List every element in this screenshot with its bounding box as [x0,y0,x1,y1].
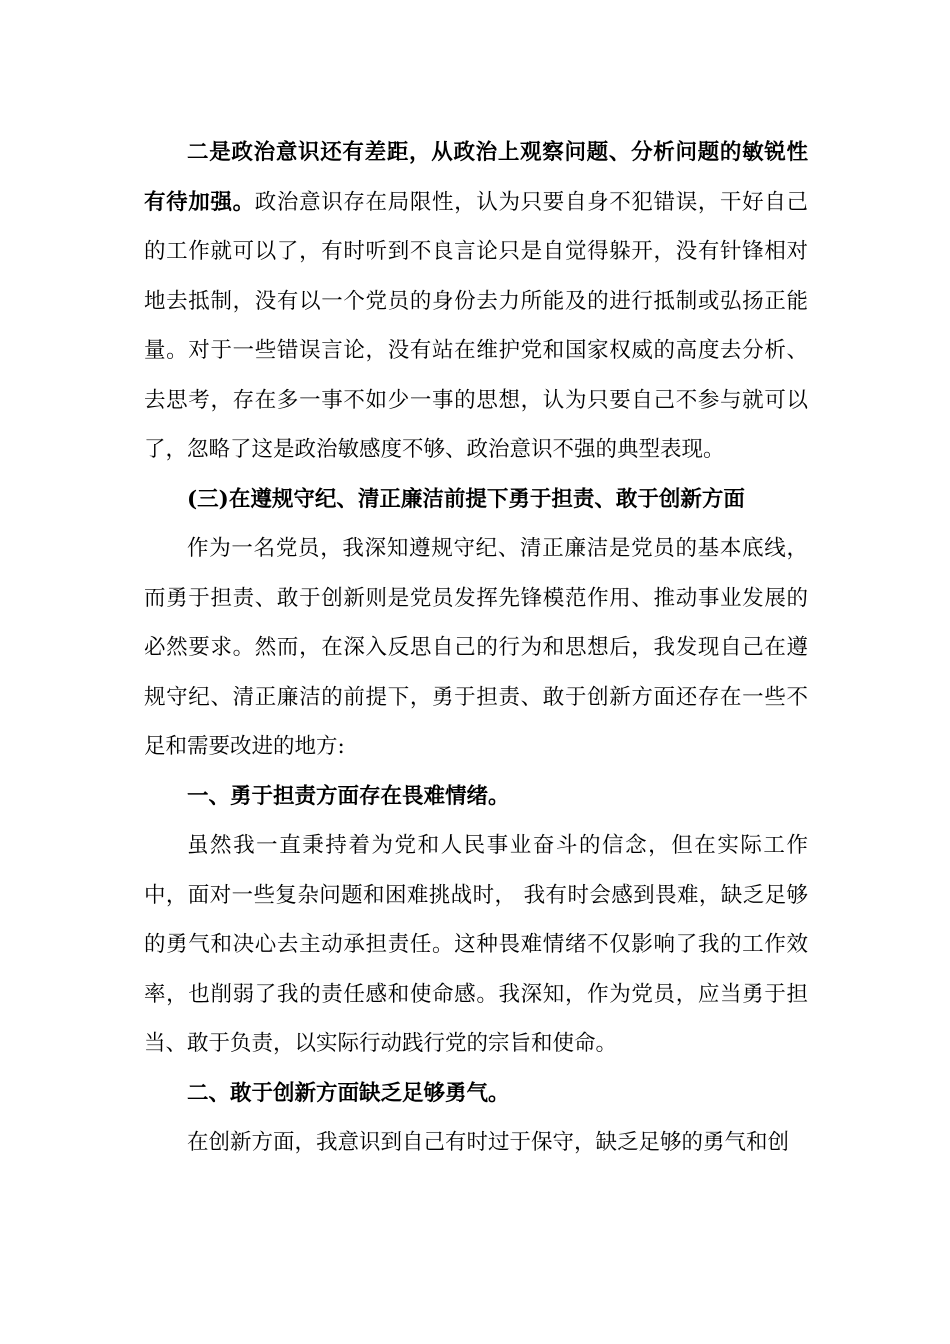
subheading-responsibility: 一、勇于担责方面存在畏难情绪。 [187,783,510,809]
subheading-innovation: 二、敢于创新方面缺乏足够勇气。 [187,1080,510,1106]
paragraph-political-awareness [144,128,808,475]
paragraph-responsibility: 虽然我一直秉持着为党和人民事业奋斗的信念，但在实际工作中，面对一些复杂问题和困难挑战时， 我有时会感到畏难，缺乏足够的勇气和决心去主动承担责任。这种畏难情绪不仅影响了我的工作效率，也削弱了我的责任感和使命感。我深知，作为党员，应当勇于担当、敢于负责，以实际行动践行党的宗旨和使命。 [144,833,808,1056]
paragraph-discipline-intro: 作为一名党员，我深知遵规守纪、清正廉洁是党员的基本底线，而勇于担责、敢于创新则是党员发挥先锋模范作用、推动事业发展的必然要求。然而，在深入反思自己的行为和思想后，我发现自己在遵规守纪、清正廉洁的前提下，勇于担责、敢于创新方面还存在一些不足和需要改进的地方: [144,536,808,759]
paragraph-lead-bold: 二是政治意识还有差距，从政治上观察问题、分析问题的敏锐性有待加强。 [144,140,808,215]
section-heading-3: (三)在遵规守纪、清正廉洁前提下勇于担责、敢于创新方面 [187,486,745,512]
document-body [144,128,808,1168]
paragraph-body: 政治意识存在局限性，认为只要自身不犯错误，干好自己的工作就可以了，有时听到不良言论只是自觉得躲开，没有针锋相对地去抵制，没有以一个党员的身份去力所能及的进行抵制或弘扬正能量。对于一些错误言论，没有站在维护党和国家权威的高度去分析、 去思考，存在多一事不如少一事的思想，认为只要自己不参与就可以了，忽略了这是政治敏感度不够、政治意识不强的典型表现。 [144,189,808,462]
paragraph-innovation: 在创新方面，我意识到自己有时过于保守，缺乏足够的勇气和创 [187,1130,790,1155]
